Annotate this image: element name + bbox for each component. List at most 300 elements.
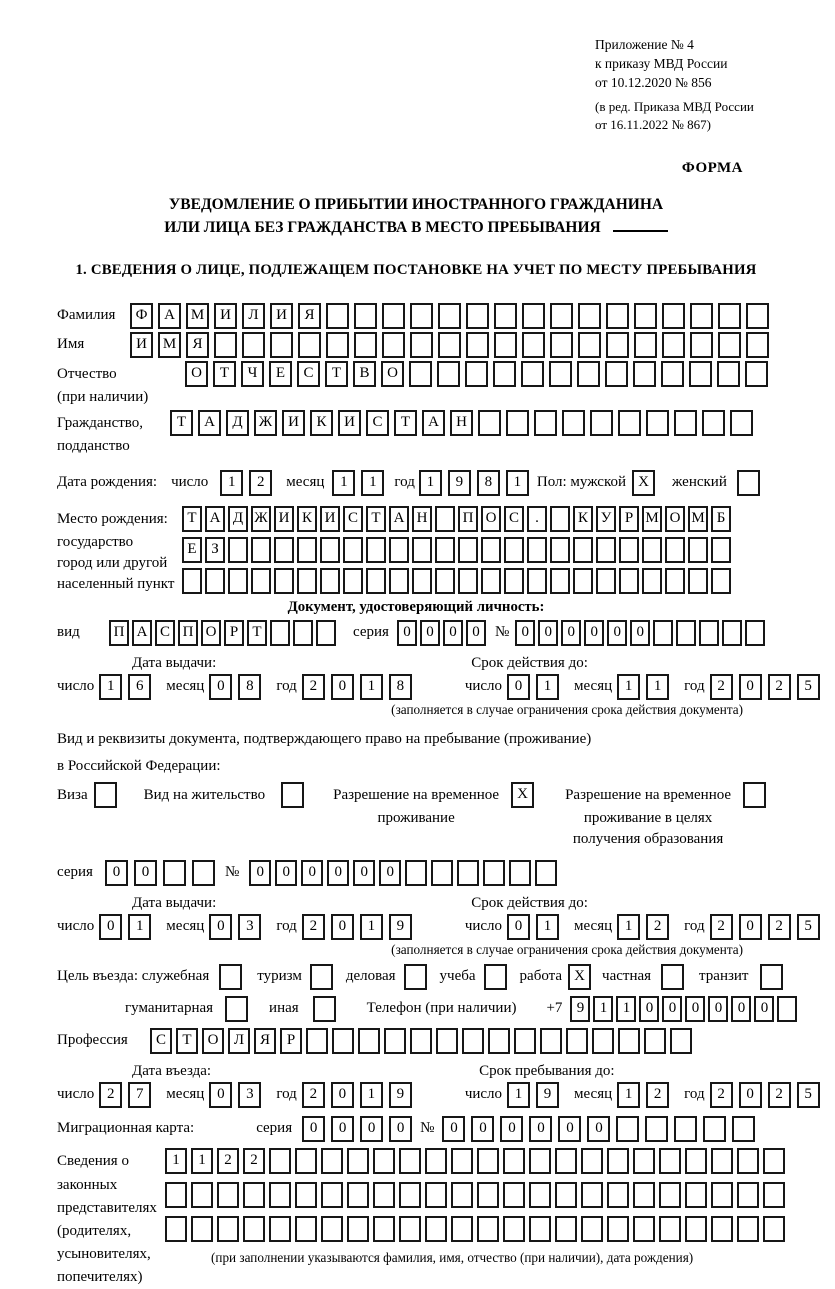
patronymic-cell[interactable] <box>577 361 600 387</box>
entry-month-cell[interactable]: 0 <box>209 1082 232 1108</box>
id-number-cell[interactable]: 0 <box>584 620 604 646</box>
id-kind-cell[interactable] <box>270 620 290 646</box>
representatives-boxes-3-cell[interactable] <box>529 1216 551 1242</box>
surname-cell[interactable] <box>326 303 349 329</box>
representatives-boxes-1-cell[interactable] <box>295 1148 317 1174</box>
surname-cell[interactable] <box>466 303 489 329</box>
entry-year-cell[interactable]: 0 <box>331 1082 354 1108</box>
citizenship-cell[interactable] <box>618 410 641 436</box>
representatives-boxes-3-cell[interactable] <box>451 1216 473 1242</box>
entry-month-cell[interactable]: 3 <box>238 1082 261 1108</box>
representatives-boxes-3-cell[interactable] <box>659 1216 681 1242</box>
birth-place-boxes-3-cell[interactable] <box>205 568 225 594</box>
birth-place-boxes-1-cell[interactable]: А <box>205 506 225 532</box>
id-series-cell[interactable]: 0 <box>397 620 417 646</box>
citizenship-cell[interactable]: И <box>338 410 361 436</box>
migration-number-cell[interactable]: 0 <box>558 1116 581 1142</box>
citizenship-cell[interactable]: К <box>310 410 333 436</box>
id-number-cell[interactable] <box>653 620 673 646</box>
profession-cell[interactable]: Р <box>280 1028 302 1054</box>
purpose-other-cell[interactable] <box>313 996 336 1022</box>
representatives-boxes-1-cell[interactable] <box>555 1148 577 1174</box>
birth-year-cell[interactable]: 1 <box>506 470 529 496</box>
profession-cell[interactable]: С <box>150 1028 172 1054</box>
surname-cell[interactable]: Я <box>298 303 321 329</box>
profession-cell[interactable] <box>462 1028 484 1054</box>
stay-number-cell[interactable]: 0 <box>379 860 401 886</box>
id-issue-month-cell[interactable]: 8 <box>238 674 261 700</box>
birth-place-boxes-3-cell[interactable] <box>435 568 455 594</box>
entry-day-cell[interactable]: 2 <box>99 1082 122 1108</box>
stay-issue-month-cell[interactable]: 3 <box>238 914 261 940</box>
citizenship-cell[interactable] <box>674 410 697 436</box>
birth-place-boxes-3-cell[interactable] <box>389 568 409 594</box>
stay-number-cell[interactable] <box>509 860 531 886</box>
profession-cell[interactable]: О <box>202 1028 224 1054</box>
representatives-boxes-2-cell[interactable] <box>373 1182 395 1208</box>
surname-cell[interactable] <box>662 303 685 329</box>
citizenship-cell[interactable]: Ж <box>254 410 277 436</box>
representatives-boxes-3-cell[interactable] <box>555 1216 577 1242</box>
id-issue-day-cell[interactable]: 1 <box>99 674 122 700</box>
representatives-boxes-3-cell[interactable] <box>347 1216 369 1242</box>
stay-valid-year-cell[interactable]: 5 <box>797 914 820 940</box>
representatives-boxes-1-cell[interactable] <box>347 1148 369 1174</box>
patronymic-cell[interactable]: Е <box>269 361 292 387</box>
birth-place-boxes-2-cell[interactable] <box>412 537 432 563</box>
profession-cell[interactable] <box>514 1028 536 1054</box>
phone-cell[interactable]: 0 <box>731 996 751 1022</box>
birth-place-boxes-3-cell[interactable] <box>343 568 363 594</box>
representatives-boxes-3-cell[interactable] <box>477 1216 499 1242</box>
surname-cell[interactable]: М <box>186 303 209 329</box>
citizenship-cell[interactable]: И <box>282 410 305 436</box>
representatives-boxes-3-cell[interactable] <box>191 1216 213 1242</box>
surname-cell[interactable] <box>438 303 461 329</box>
id-number-cell[interactable] <box>676 620 696 646</box>
representatives-boxes-3-cell[interactable] <box>685 1216 707 1242</box>
id-kind-cell[interactable]: П <box>178 620 198 646</box>
citizenship-cell[interactable] <box>646 410 669 436</box>
representatives-boxes-1-cell[interactable] <box>685 1148 707 1174</box>
stay-series-cell[interactable]: 0 <box>134 860 157 886</box>
surname-cell[interactable]: Ф <box>130 303 153 329</box>
profession-cell[interactable] <box>410 1028 432 1054</box>
id-number-cell[interactable]: 0 <box>561 620 581 646</box>
stay-number-cell[interactable] <box>405 860 427 886</box>
visa-cell[interactable] <box>94 782 117 808</box>
name-cell[interactable]: Я <box>186 332 209 358</box>
birth-place-boxes-1-cell[interactable]: Т <box>182 506 202 532</box>
name-cell[interactable] <box>382 332 405 358</box>
representatives-boxes-1-cell[interactable] <box>607 1148 629 1174</box>
citizenship-cell[interactable] <box>702 410 725 436</box>
entry-year-cell[interactable]: 2 <box>302 1082 325 1108</box>
representatives-boxes-3-cell[interactable] <box>763 1216 785 1242</box>
patronymic-cell[interactable]: Ч <box>241 361 264 387</box>
name-cell[interactable] <box>354 332 377 358</box>
representatives-boxes-1-cell[interactable] <box>659 1148 681 1174</box>
id-number-cell[interactable] <box>722 620 742 646</box>
migration-number-cell[interactable]: 0 <box>587 1116 610 1142</box>
until-day-cell[interactable]: 9 <box>536 1082 559 1108</box>
birth-month-cell[interactable]: 1 <box>361 470 384 496</box>
profession-cell[interactable] <box>592 1028 614 1054</box>
stay-number-cell[interactable]: 0 <box>327 860 349 886</box>
birth-place-boxes-2-cell[interactable] <box>389 537 409 563</box>
citizenship-cell[interactable]: Т <box>394 410 417 436</box>
birth-place-boxes-3-cell[interactable] <box>665 568 685 594</box>
phone-cell[interactable]: 0 <box>639 996 659 1022</box>
stay-number-cell[interactable]: 0 <box>275 860 297 886</box>
representatives-boxes-2-cell[interactable] <box>165 1182 187 1208</box>
id-kind-cell[interactable]: А <box>132 620 152 646</box>
profession-cell[interactable] <box>488 1028 510 1054</box>
until-year-cell[interactable]: 2 <box>768 1082 791 1108</box>
id-kind-cell[interactable]: С <box>155 620 175 646</box>
phone-cell[interactable]: 0 <box>685 996 705 1022</box>
stay-issue-year-cell[interactable]: 2 <box>302 914 325 940</box>
stay-number-cell[interactable]: 0 <box>249 860 271 886</box>
id-kind-cell[interactable]: О <box>201 620 221 646</box>
patronymic-cell[interactable] <box>633 361 656 387</box>
migration-series-cell[interactable]: 0 <box>360 1116 383 1142</box>
profession-cell[interactable] <box>436 1028 458 1054</box>
representatives-boxes-3-cell[interactable] <box>581 1216 603 1242</box>
migration-number-cell[interactable]: 0 <box>529 1116 552 1142</box>
purpose-business-cell[interactable] <box>404 964 427 990</box>
birth-place-boxes-3-cell[interactable] <box>458 568 478 594</box>
stay-issue-year-cell[interactable]: 1 <box>360 914 383 940</box>
id-kind-cell[interactable]: П <box>109 620 129 646</box>
birth-place-boxes-3-cell[interactable] <box>596 568 616 594</box>
representatives-boxes-1-cell[interactable]: 2 <box>217 1148 239 1174</box>
birth-place-boxes-2-cell[interactable]: Е <box>182 537 202 563</box>
name-cell[interactable] <box>662 332 685 358</box>
name-cell[interactable] <box>578 332 601 358</box>
birth-place-boxes-2-cell[interactable]: З <box>205 537 225 563</box>
representatives-boxes-1-cell[interactable] <box>529 1148 551 1174</box>
id-number-cell[interactable]: 0 <box>515 620 535 646</box>
migration-number-cell[interactable] <box>616 1116 639 1142</box>
name-cell[interactable]: М <box>158 332 181 358</box>
name-cell[interactable] <box>326 332 349 358</box>
birth-place-boxes-2-cell[interactable] <box>251 537 271 563</box>
until-year-cell[interactable]: 0 <box>739 1082 762 1108</box>
profession-cell[interactable]: Я <box>254 1028 276 1054</box>
representatives-boxes-1-cell[interactable] <box>373 1148 395 1174</box>
representatives-boxes-2-cell[interactable] <box>711 1182 733 1208</box>
birth-place-boxes-1-cell[interactable]: Н <box>412 506 432 532</box>
purpose-official-cell[interactable] <box>219 964 242 990</box>
stay-number-cell[interactable]: 0 <box>301 860 323 886</box>
representatives-boxes-3-cell[interactable] <box>373 1216 395 1242</box>
profession-cell[interactable] <box>644 1028 666 1054</box>
representatives-boxes-3-cell[interactable] <box>633 1216 655 1242</box>
migration-series-cell[interactable]: 0 <box>302 1116 325 1142</box>
name-cell[interactable] <box>466 332 489 358</box>
patronymic-cell[interactable] <box>717 361 740 387</box>
birth-place-boxes-2-cell[interactable] <box>297 537 317 563</box>
birth-place-boxes-1-cell[interactable]: М <box>688 506 708 532</box>
phone-cell[interactable]: 0 <box>754 996 774 1022</box>
stay-issue-day-cell[interactable]: 1 <box>128 914 151 940</box>
representatives-boxes-2-cell[interactable] <box>217 1182 239 1208</box>
id-kind-cell[interactable] <box>316 620 336 646</box>
birth-year-cell[interactable]: 1 <box>419 470 442 496</box>
stay-issue-year-cell[interactable]: 0 <box>331 914 354 940</box>
migration-number-cell[interactable] <box>703 1116 726 1142</box>
temp-residence-edu-cell[interactable] <box>743 782 766 808</box>
patronymic-cell[interactable] <box>745 361 768 387</box>
birth-place-boxes-3-cell[interactable] <box>711 568 731 594</box>
patronymic-cell[interactable]: О <box>185 361 208 387</box>
id-number-cell[interactable]: 0 <box>538 620 558 646</box>
birth-place-boxes-3-cell[interactable] <box>642 568 662 594</box>
profession-cell[interactable] <box>618 1028 640 1054</box>
stay-number-cell[interactable] <box>431 860 453 886</box>
migration-number-cell[interactable]: 0 <box>500 1116 523 1142</box>
patronymic-cell[interactable] <box>465 361 488 387</box>
representatives-boxes-1-cell[interactable] <box>477 1148 499 1174</box>
id-valid-year-cell[interactable]: 2 <box>710 674 733 700</box>
id-issue-month-cell[interactable]: 0 <box>209 674 232 700</box>
stay-valid-year-cell[interactable]: 2 <box>768 914 791 940</box>
patronymic-cell[interactable]: В <box>353 361 376 387</box>
id-issue-year-cell[interactable]: 2 <box>302 674 325 700</box>
representatives-boxes-2-cell[interactable] <box>425 1182 447 1208</box>
birth-place-boxes-3-cell[interactable] <box>573 568 593 594</box>
patronymic-cell[interactable] <box>549 361 572 387</box>
name-cell[interactable] <box>690 332 713 358</box>
birth-place-boxes-3-cell[interactable] <box>228 568 248 594</box>
entry-year-cell[interactable]: 9 <box>389 1082 412 1108</box>
representatives-boxes-2-cell[interactable] <box>399 1182 421 1208</box>
profession-cell[interactable] <box>566 1028 588 1054</box>
birth-place-boxes-3-cell[interactable] <box>527 568 547 594</box>
citizenship-cell[interactable] <box>506 410 529 436</box>
stay-valid-month-cell[interactable]: 2 <box>646 914 669 940</box>
birth-place-boxes-3-cell[interactable] <box>550 568 570 594</box>
residence-permit-cell[interactable] <box>281 782 304 808</box>
id-kind-cell[interactable]: Р <box>224 620 244 646</box>
birth-place-boxes-3-cell[interactable] <box>366 568 386 594</box>
birth-place-boxes-1-cell[interactable]: И <box>274 506 294 532</box>
phone-cell[interactable]: 0 <box>662 996 682 1022</box>
birth-place-boxes-1-cell[interactable]: Ж <box>251 506 271 532</box>
citizenship-cell[interactable] <box>590 410 613 436</box>
citizenship-cell[interactable]: А <box>198 410 221 436</box>
patronymic-cell[interactable]: Т <box>325 361 348 387</box>
purpose-humanitarian-cell[interactable] <box>225 996 248 1022</box>
stay-series-cell[interactable] <box>192 860 215 886</box>
birth-place-boxes-1-cell[interactable]: И <box>320 506 340 532</box>
representatives-boxes-1-cell[interactable] <box>763 1148 785 1174</box>
representatives-boxes-2-cell[interactable] <box>477 1182 499 1208</box>
id-number-cell[interactable] <box>699 620 719 646</box>
birth-year-cell[interactable]: 8 <box>477 470 500 496</box>
birth-place-boxes-1-cell[interactable]: Д <box>228 506 248 532</box>
birth-place-boxes-2-cell[interactable] <box>527 537 547 563</box>
birth-place-boxes-1-cell[interactable]: С <box>504 506 524 532</box>
birth-place-boxes-3-cell[interactable] <box>320 568 340 594</box>
stay-issue-day-cell[interactable]: 0 <box>99 914 122 940</box>
citizenship-cell[interactable]: С <box>366 410 389 436</box>
purpose-study-cell[interactable] <box>484 964 507 990</box>
until-year-cell[interactable]: 2 <box>710 1082 733 1108</box>
phone-cell[interactable]: 0 <box>708 996 728 1022</box>
representatives-boxes-2-cell[interactable] <box>685 1182 707 1208</box>
birth-place-boxes-2-cell[interactable] <box>665 537 685 563</box>
patronymic-cell[interactable] <box>521 361 544 387</box>
representatives-boxes-2-cell[interactable] <box>763 1182 785 1208</box>
sex-female-cell[interactable] <box>737 470 760 496</box>
profession-cell[interactable] <box>670 1028 692 1054</box>
phone-cell[interactable] <box>777 996 797 1022</box>
birth-place-boxes-1-cell[interactable]: К <box>297 506 317 532</box>
birth-place-boxes-1-cell[interactable]: С <box>343 506 363 532</box>
id-issue-year-cell[interactable]: 1 <box>360 674 383 700</box>
stay-series-cell[interactable] <box>163 860 186 886</box>
purpose-tourism-cell[interactable] <box>310 964 333 990</box>
stay-number-cell[interactable] <box>457 860 479 886</box>
surname-cell[interactable]: И <box>214 303 237 329</box>
id-number-cell[interactable]: 0 <box>630 620 650 646</box>
temp-residence-cell[interactable]: X <box>511 782 534 808</box>
representatives-boxes-2-cell[interactable] <box>243 1182 265 1208</box>
entry-year-cell[interactable]: 1 <box>360 1082 383 1108</box>
representatives-boxes-3-cell[interactable] <box>217 1216 239 1242</box>
representatives-boxes-3-cell[interactable] <box>711 1216 733 1242</box>
representatives-boxes-3-cell[interactable] <box>321 1216 343 1242</box>
representatives-boxes-1-cell[interactable] <box>737 1148 759 1174</box>
phone-cell[interactable]: 1 <box>616 996 636 1022</box>
profession-cell[interactable]: Т <box>176 1028 198 1054</box>
id-valid-month-cell[interactable]: 1 <box>617 674 640 700</box>
representatives-boxes-3-cell[interactable] <box>425 1216 447 1242</box>
name-cell[interactable]: И <box>130 332 153 358</box>
migration-number-cell[interactable] <box>674 1116 697 1142</box>
stay-valid-day-cell[interactable]: 0 <box>507 914 530 940</box>
sex-male-cell[interactable]: X <box>632 470 655 496</box>
entry-day-cell[interactable]: 7 <box>128 1082 151 1108</box>
birth-place-boxes-3-cell[interactable] <box>504 568 524 594</box>
patronymic-cell[interactable] <box>605 361 628 387</box>
birth-place-boxes-1-cell[interactable]: А <box>389 506 409 532</box>
migration-number-cell[interactable] <box>732 1116 755 1142</box>
representatives-boxes-1-cell[interactable] <box>399 1148 421 1174</box>
patronymic-cell[interactable] <box>493 361 516 387</box>
representatives-boxes-3-cell[interactable] <box>165 1216 187 1242</box>
birth-place-boxes-1-cell[interactable]: Б <box>711 506 731 532</box>
surname-cell[interactable] <box>354 303 377 329</box>
id-valid-year-cell[interactable]: 2 <box>768 674 791 700</box>
representatives-boxes-2-cell[interactable] <box>659 1182 681 1208</box>
id-issue-year-cell[interactable]: 8 <box>389 674 412 700</box>
representatives-boxes-3-cell[interactable] <box>269 1216 291 1242</box>
stay-number-cell[interactable] <box>535 860 557 886</box>
representatives-boxes-1-cell[interactable]: 1 <box>191 1148 213 1174</box>
patronymic-cell[interactable] <box>409 361 432 387</box>
surname-cell[interactable] <box>634 303 657 329</box>
birth-year-cell[interactable]: 9 <box>448 470 471 496</box>
birth-place-boxes-2-cell[interactable] <box>320 537 340 563</box>
representatives-boxes-2-cell[interactable] <box>321 1182 343 1208</box>
patronymic-cell[interactable] <box>661 361 684 387</box>
stay-valid-year-cell[interactable]: 0 <box>739 914 762 940</box>
name-cell[interactable] <box>522 332 545 358</box>
id-issue-year-cell[interactable]: 0 <box>331 674 354 700</box>
representatives-boxes-2-cell[interactable] <box>347 1182 369 1208</box>
representatives-boxes-3-cell[interactable] <box>503 1216 525 1242</box>
representatives-boxes-1-cell[interactable] <box>269 1148 291 1174</box>
surname-cell[interactable] <box>690 303 713 329</box>
id-kind-cell[interactable]: Т <box>247 620 267 646</box>
birth-place-boxes-1-cell[interactable]: О <box>665 506 685 532</box>
name-cell[interactable] <box>718 332 741 358</box>
birth-place-boxes-3-cell[interactable] <box>619 568 639 594</box>
migration-series-cell[interactable]: 0 <box>331 1116 354 1142</box>
profession-cell[interactable] <box>306 1028 328 1054</box>
patronymic-cell[interactable]: О <box>381 361 404 387</box>
patronymic-cell[interactable] <box>689 361 712 387</box>
representatives-boxes-3-cell[interactable] <box>295 1216 317 1242</box>
citizenship-cell[interactable] <box>730 410 753 436</box>
birth-place-boxes-3-cell[interactable] <box>412 568 432 594</box>
profession-cell[interactable] <box>358 1028 380 1054</box>
id-series-cell[interactable]: 0 <box>466 620 486 646</box>
surname-cell[interactable] <box>410 303 433 329</box>
citizenship-cell[interactable]: Н <box>450 410 473 436</box>
stay-series-cell[interactable]: 0 <box>105 860 128 886</box>
citizenship-cell[interactable]: Т <box>170 410 193 436</box>
surname-cell[interactable] <box>550 303 573 329</box>
profession-cell[interactable] <box>332 1028 354 1054</box>
id-number-cell[interactable]: 0 <box>607 620 627 646</box>
id-valid-year-cell[interactable]: 5 <box>797 674 820 700</box>
birth-place-boxes-3-cell[interactable] <box>251 568 271 594</box>
representatives-boxes-2-cell[interactable] <box>607 1182 629 1208</box>
birth-place-boxes-2-cell[interactable] <box>458 537 478 563</box>
name-cell[interactable] <box>242 332 265 358</box>
surname-cell[interactable] <box>382 303 405 329</box>
profession-cell[interactable] <box>384 1028 406 1054</box>
profession-cell[interactable]: Л <box>228 1028 250 1054</box>
birth-place-boxes-3-cell[interactable] <box>297 568 317 594</box>
id-kind-cell[interactable] <box>293 620 313 646</box>
patronymic-cell[interactable]: С <box>297 361 320 387</box>
birth-place-boxes-3-cell[interactable] <box>182 568 202 594</box>
representatives-boxes-2-cell[interactable] <box>295 1182 317 1208</box>
representatives-boxes-1-cell[interactable] <box>321 1148 343 1174</box>
representatives-boxes-1-cell[interactable] <box>711 1148 733 1174</box>
id-series-cell[interactable]: 0 <box>443 620 463 646</box>
id-series-cell[interactable]: 0 <box>420 620 440 646</box>
representatives-boxes-3-cell[interactable] <box>607 1216 629 1242</box>
surname-cell[interactable]: Л <box>242 303 265 329</box>
birth-place-boxes-2-cell[interactable] <box>596 537 616 563</box>
birth-place-boxes-1-cell[interactable]: М <box>642 506 662 532</box>
name-cell[interactable] <box>494 332 517 358</box>
id-issue-day-cell[interactable]: 6 <box>128 674 151 700</box>
birth-place-boxes-1-cell[interactable]: Т <box>366 506 386 532</box>
birth-place-boxes-1-cell[interactable]: У <box>596 506 616 532</box>
name-cell[interactable] <box>410 332 433 358</box>
surname-cell[interactable] <box>494 303 517 329</box>
representatives-boxes-2-cell[interactable] <box>451 1182 473 1208</box>
id-valid-day-cell[interactable]: 1 <box>536 674 559 700</box>
surname-cell[interactable] <box>522 303 545 329</box>
